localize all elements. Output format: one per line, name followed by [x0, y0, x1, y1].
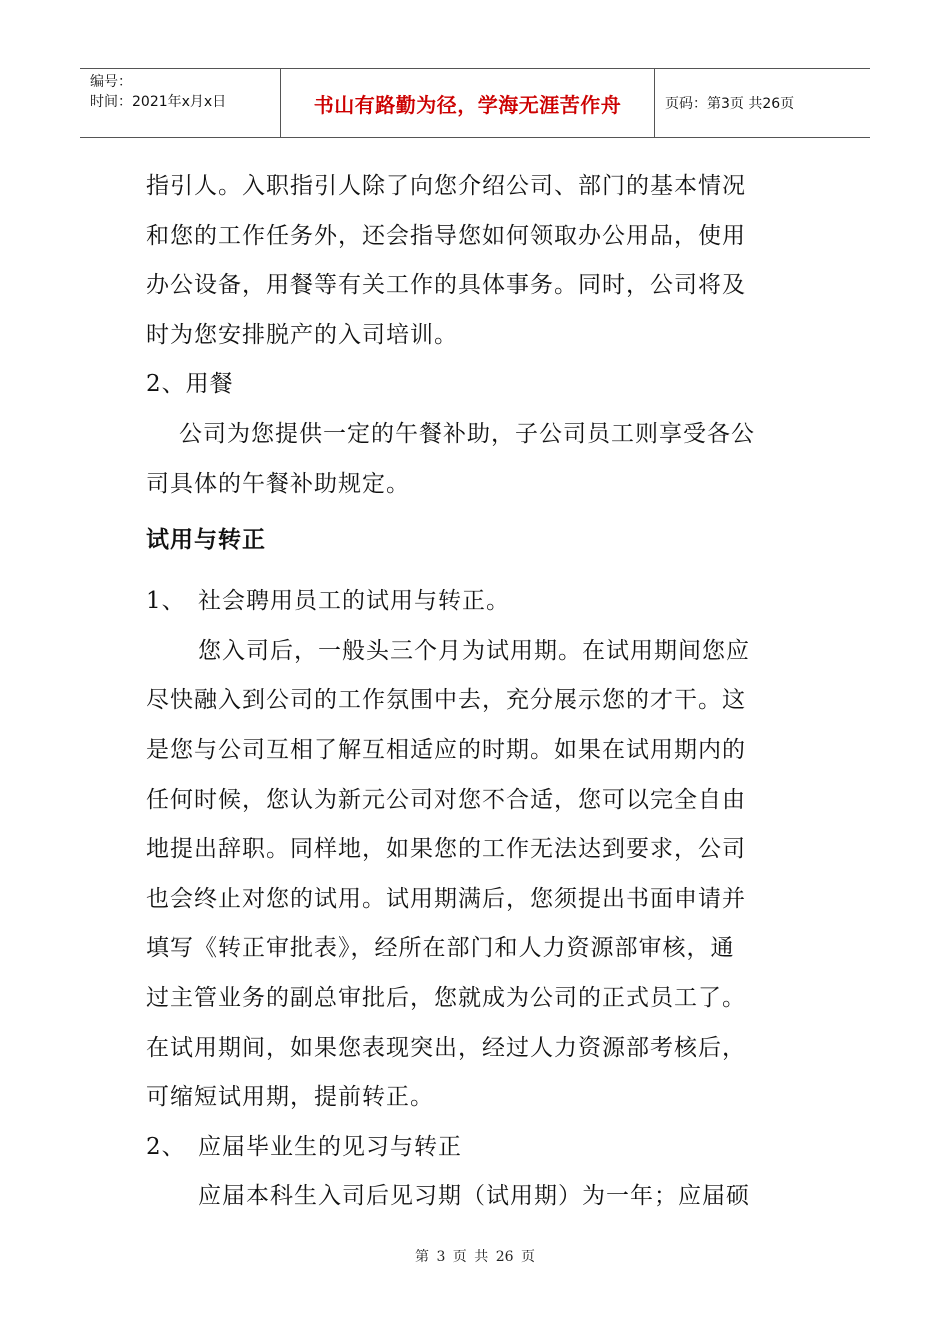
paragraph-line: 公司为您提供一定的午餐补助，子公司员工则享受各公: [179, 420, 755, 447]
paragraph-line: 也会终止对您的试用。试用期满后，您须提出书面申请并: [146, 885, 746, 912]
list-number: 1、: [146, 588, 186, 615]
paragraph-line: 应届本科生入司后见习期（试用期）为一年；应届硕: [198, 1183, 750, 1210]
document-date: 时间：2021年x月x日: [90, 94, 227, 110]
header-meta: [80, 69, 281, 137]
paragraph-line: 司具体的午餐补助规定。: [146, 470, 410, 497]
paragraph-line: 办公设备，用餐等有关工作的具体事务。同时，公司将及: [146, 272, 746, 299]
list-number: 2、: [146, 1133, 186, 1160]
list-item-text: 应届毕业生的见习与转正: [198, 1133, 462, 1160]
paragraph-line: 尽快融入到公司的工作氛围中去，充分展示您的才干。这: [146, 687, 746, 714]
list-item-text: 社会聘用员工的试用与转正。: [198, 588, 510, 615]
paragraph-line: 任何时候，您认为新元公司对您不合适，您可以完全自由: [146, 786, 746, 813]
document-body: [146, 162, 811, 1222]
paragraph-line: 地提出辞职。同样地，如果您的工作无法达到要求，公司: [146, 836, 746, 863]
subheading-meals: 2、用餐: [146, 371, 234, 398]
paragraph-line: 过主管业务的副总审批后，您就成为公司的正式员工了。: [146, 984, 746, 1011]
paragraph-line: 在试用期间，如果您表现突出，经过人力资源部考核后，: [146, 1034, 746, 1061]
header-page-code: 页码：第3页 共26页: [665, 96, 795, 112]
list-item-2: [146, 1123, 811, 1173]
list-item-1: [146, 577, 811, 627]
paragraph-line: 您入司后，一般头三个月为试用期。在试用期间您应: [198, 637, 750, 664]
header-motto: 书山有路勤为径，学海无涯苦作舟: [281, 69, 655, 137]
paragraph-line: 和您的工作任务外，还会指导您如何领取办公用品，使用: [146, 222, 746, 249]
document-number: 编号：: [90, 74, 132, 90]
paragraph-line: 可缩短试用期，提前转正。: [146, 1084, 434, 1111]
page-header: [80, 68, 870, 138]
page-footer: 第 3 页 共 26 页: [415, 1249, 535, 1265]
section-heading: 试用与转正: [146, 527, 266, 554]
paragraph-line: 填写《转正审批表》，经所在部门和人力资源部审核，通: [146, 935, 735, 962]
paragraph-line: 指引人。入职指引人除了向您介绍公司、部门的基本情况: [146, 173, 746, 199]
paragraph-line: 是您与公司互相了解互相适应的时期。如果在试用期内的: [146, 736, 746, 763]
paragraph-line: 时为您安排脱产的入司培训。: [146, 321, 458, 348]
